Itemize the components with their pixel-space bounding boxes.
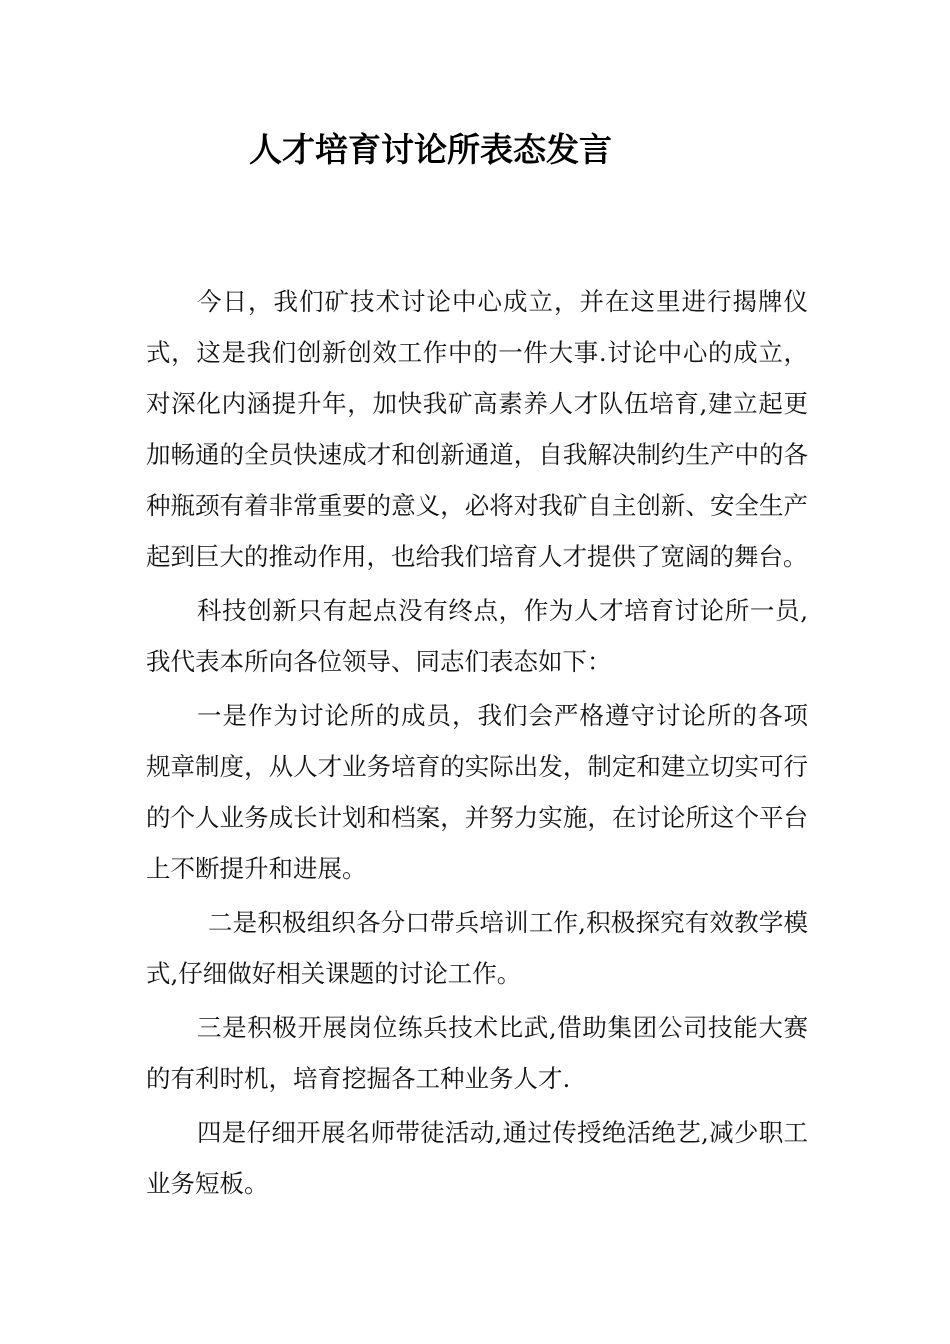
paragraph-statement-intro: 科技创新只有起点没有终点，作为人才培育讨论所一员,我代表本所向各位领导、同志们表态如下：: [146, 596, 808, 676]
paragraph-point-one: 一是作为讨论所的成员，我们会严格遵守讨论所的各项规章制度，从人才业务培育的实际出发，制定和建立切实可行的个人业务成长计划和档案，并努力实施，在讨论所这个平台上不断提升和进展。: [146, 701, 808, 883]
paragraph-point-two: 二是积极组织各分口带兵培训工作,积极探究有效教学模式,仔细做好相关课题的讨论工作。: [146, 908, 808, 988]
document-title: 人才培育讨论所表态发言: [249, 130, 612, 169]
document-body: [146, 276, 808, 1212]
paragraph-point-three: 三是积极开展岗位练兵技术比武,借助集团公司技能大赛的有利时机，培育挖掘各工种业务人才.: [146, 1013, 808, 1093]
paragraph-point-four: 四是仔细开展名师带徒活动,通过传授绝活绝艺,减少职工业务短板。: [146, 1118, 808, 1198]
paragraph-opening: 今日，我们矿技术讨论中心成立，并在这里进行揭牌仪式，这是我们创新创效工作中的一件大事.讨论中心的成立，对深化内涵提升年，加快我矿高素养人才队伍培育,建立起更加畅通的全员快速成才和创新通道，自我解决制约生产中的各种瓶颈有着非常重要的意义，必将对我矿自主创新、安全生产起到巨大的推动作用，也给我们培育人才提供了宽阔的舞台。: [146, 287, 808, 571]
